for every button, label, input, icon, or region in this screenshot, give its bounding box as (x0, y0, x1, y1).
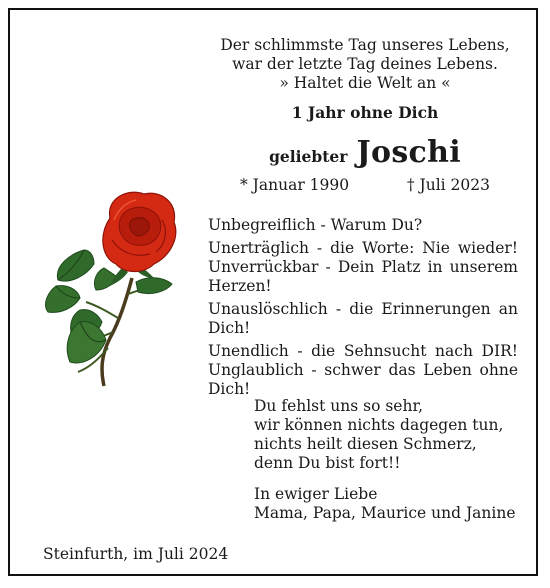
deceased-name: Joschi (356, 135, 461, 170)
anniversary-heading: 1 Jahr ohne Dich (291, 103, 439, 122)
poem-line: Unglaublich - schwer das Leben ohne (208, 361, 518, 379)
poem-line: Unverrückbar - Dein Platz in unserem (208, 258, 518, 276)
death-date: † Juli 2023 (406, 176, 490, 194)
poem-line: Unerträglich - die Worte: Nie wieder! (208, 239, 518, 257)
motto-line: war der letzte Tag deines Lebens. (232, 55, 498, 73)
poem (208, 216, 518, 403)
deceased-name-row (205, 135, 525, 170)
poem-line: Dich! (208, 319, 251, 337)
closing-line: wir können nichts dagegen tun, (254, 416, 504, 434)
signature-line: Mama, Papa, Maurice und Janine (254, 504, 516, 522)
name-prefix: geliebter (269, 147, 348, 166)
place-date-footer: Steinfurth, im Juli 2024 (43, 545, 229, 563)
signature-line: In ewiger Liebe (254, 485, 378, 503)
poem-line: Unendlich - die Sehnsucht nach DIR! (208, 342, 518, 360)
motto (205, 36, 525, 93)
birth-date: * Januar 1990 (240, 176, 350, 194)
closing-verse (254, 397, 503, 473)
poem-line: Herzen! (208, 277, 272, 295)
signature (254, 485, 516, 523)
closing-line: Du fehlst uns so sehr, (254, 397, 424, 415)
poem-line: Unbegreiflich - Warum Du? (208, 216, 423, 234)
motto-line: » Haltet die Welt an « (279, 74, 451, 92)
red-rose-icon (40, 190, 190, 390)
poem-line: Dich! (208, 380, 251, 398)
poem-stanza (208, 239, 518, 296)
motto-line: Der schlimmste Tag unseres Lebens, (220, 36, 510, 54)
poem-line: Unauslöschlich - die Erinnerungen an (208, 300, 518, 318)
poem-stanza (208, 300, 518, 338)
poem-stanza (208, 342, 518, 399)
obituary-card (8, 8, 538, 576)
closing-line: denn Du bist fort!! (254, 454, 401, 472)
poem-stanza (208, 216, 518, 235)
closing-line: nichts heilt diesen Schmerz, (254, 435, 477, 453)
